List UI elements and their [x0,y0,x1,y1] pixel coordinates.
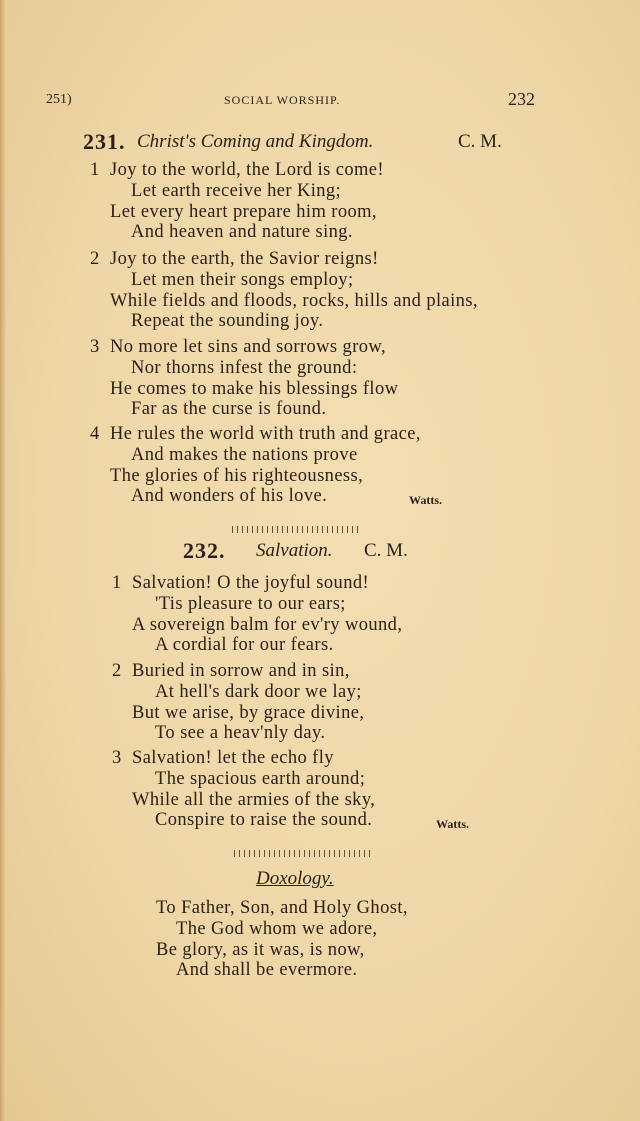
page-edge [0,0,6,1121]
verse-line: And heaven and nature sing. [131,222,353,243]
stanza-number: 1 [90,160,100,180]
verse-line: Joy to the world, the Lord is come! [110,160,384,180]
verse-line: Let earth receive her King; [131,180,342,201]
verse-line: Let men their songs employ; [131,269,354,290]
verse-line: Conspire to raise the sound. [155,810,373,831]
verse-line: And makes the nations prove [131,444,358,465]
hymn-number: 231. [83,129,126,154]
stanza-number: 2 [90,249,100,269]
hymn-author: Watts. [409,493,442,507]
doxology-line: Be glory, as it was, is now, [156,939,365,960]
hymn-title: Salvation. [256,540,333,561]
verse-line: Repeat the sounding joy. [131,311,324,332]
verse-line: But we arise, by grace divine, [132,702,365,723]
hymn-title: Christ's Coming and Kingdom. [137,131,374,152]
verse-line: At hell's dark door we lay; [155,681,362,702]
hymn-author: Watts. [436,817,469,831]
doxology-line: The God whom we adore, [176,918,378,939]
wavy-divider [232,850,374,857]
stanza-number: 2 [112,661,122,681]
verse-line: Salvation! O the joyful sound! [132,573,370,593]
hymn-meter: C. M. [364,540,408,561]
verse-line: A cordial for our fears. [155,635,334,656]
verse-line: A sovereign balm for ev'ry wound, [132,614,403,635]
running-head: SOCIAL WORSHIP. [224,93,341,107]
verse-line: And wonders of his love. [131,486,328,507]
verse-line: Salvation! let the echo fly [132,748,334,768]
verse-line: While fields and floods, rocks, hills and plains, [110,290,478,311]
verse-line: 'Tis pleasure to our ears; [155,593,346,614]
hymn-meter: C. M. [458,131,502,152]
verse-line: The glories of his righteousness, [110,465,364,486]
verse-line: Joy to the earth, the Savior reigns! [110,249,379,269]
wavy-divider [230,526,362,533]
verse-line: No more let sins and sorrows grow, [110,337,386,357]
stanza-number: 3 [90,337,100,357]
verse-line: Let every heart prepare him room, [110,201,377,222]
verse-line: To see a heav'nly day. [155,723,326,744]
verse-line: While all the armies of the sky, [132,789,376,810]
verse-line: He rules the world with truth and grace, [110,424,421,444]
verse-line: Nor thorns infest the ground: [131,357,358,378]
stanza-number: 3 [112,748,122,768]
verse-line: The spacious earth around; [155,768,366,789]
doxology-line: To Father, Son, and Holy Ghost, [156,898,408,918]
verse-line: Far as the curse is found. [131,399,327,420]
hymn-number: 232. [183,538,226,563]
stanza-number: 1 [112,573,122,593]
doxology-title: Doxology. [256,868,334,889]
verse-line: He comes to make his blessings flow [110,378,399,399]
hymn-range-right: 232 [508,89,535,109]
hymn-range-left: 251) [46,92,72,107]
verse-line: Buried in sorrow and in sin, [132,661,350,681]
doxology-line: And shall be evermore. [176,960,358,981]
stanza-number: 4 [90,424,100,444]
